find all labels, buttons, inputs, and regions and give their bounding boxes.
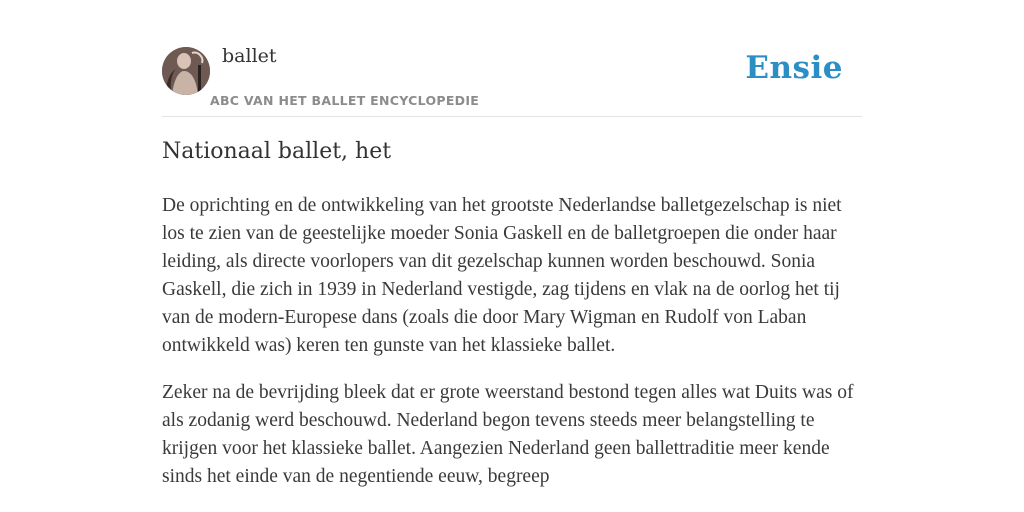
- source-name[interactable]: ballet: [222, 45, 277, 67]
- paragraph: De oprichting en de ontwikkeling van het grootste Nederlandse balletgezelschap is niet los te zien van de geestelijke moeder Sonia Gaskell en de balletgroepen die onder haar leiding, als directe voorlopers van dit gezelschap kunnen worden beschouwd. Sonia Gaskell, die zich in 1939 in Nederland vestigde, zag tijdens en vlak na de oorlog het tij van de modern-Europese dans (zoals die door Mary Wigman en Rudolf von Laban ontwikkeld was) keren ten gunste van het klassieke ballet.: [162, 195, 842, 356]
- page-title: Nationaal ballet, het: [162, 139, 392, 164]
- article-body: [162, 192, 862, 510]
- avatar[interactable]: [162, 47, 210, 95]
- portrait-avatar-icon: [162, 47, 210, 95]
- article-header: [162, 0, 862, 117]
- source-subtitle[interactable]: ABC VAN HET BALLET ENCYCLOPEDIE: [210, 93, 480, 108]
- paragraph: Zeker na de bevrijding bleek dat er grote weerstand bestond tegen alles wat Duits was of als zodanig werd beschouwd. Nederland begon tevens steeds meer belangstelling te krijgen voor het klassieke ballet. Aangezien Nederland geen ballettraditie meer kende sinds het einde van de negentiende eeuw, begreep: [162, 382, 854, 487]
- brand-logo[interactable]: Ensie: [745, 50, 843, 86]
